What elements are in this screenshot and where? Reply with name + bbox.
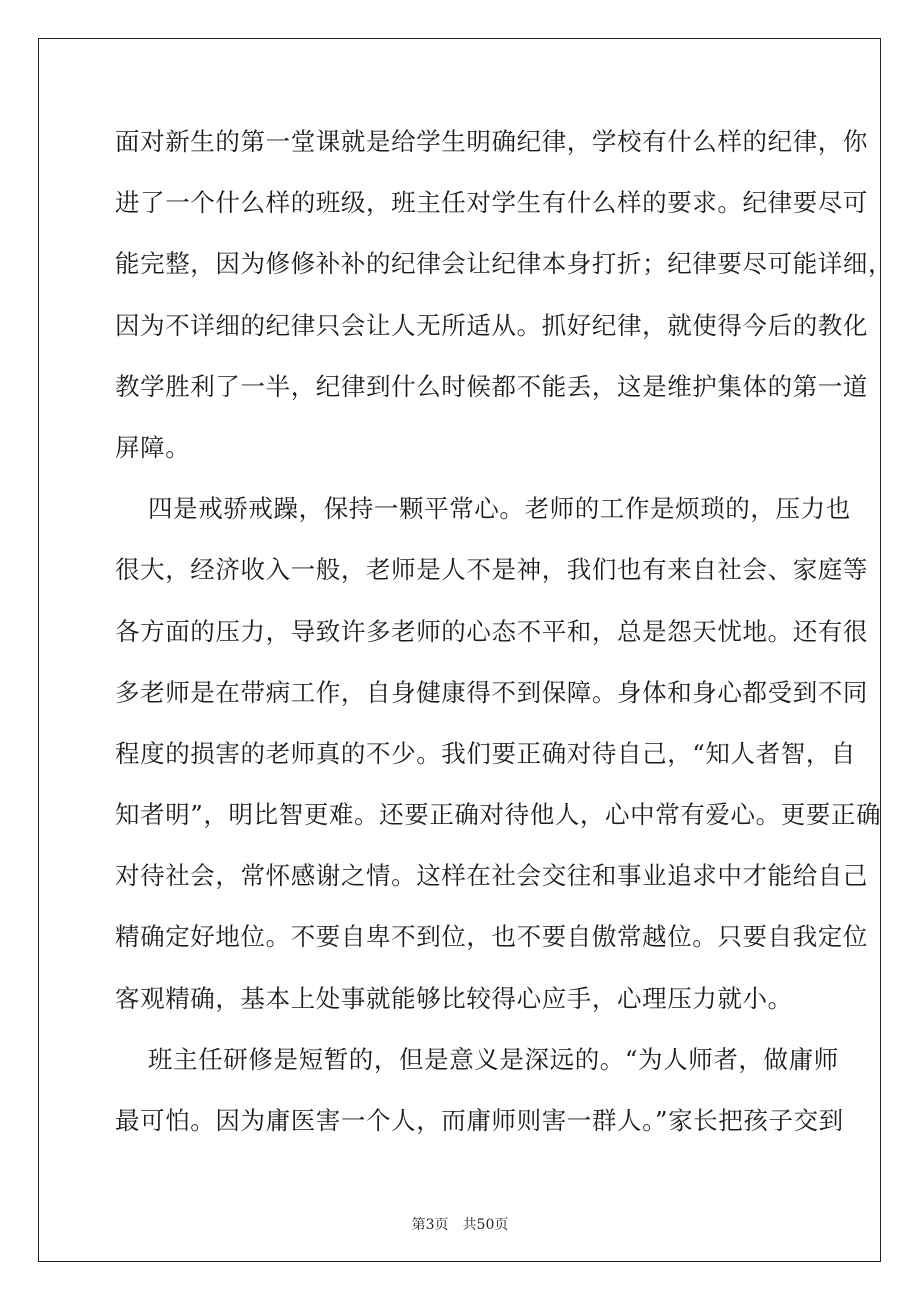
text-line: 班主任研修是短暂的，但是意义是深远的。“为人师者，做庸师 — [148, 1044, 839, 1074]
text-line: 屏障。 — [115, 432, 191, 462]
page-number: 第3页 共50页 — [411, 1217, 509, 1233]
text-line: 程度的损害的老师真的不少。我们要正确对待自己，“知人者智，自 — [115, 738, 857, 768]
text-line: 因为不详细的纪律只会让人无所适从。抓好纪律，就使得今后的教化 — [115, 310, 868, 340]
text-line: 很大，经济收入一般，老师是人不是神，我们也有来自社会、家庭等 — [115, 555, 868, 585]
text-line: 各方面的压力，导致许多老师的心态不平和，总是怨天忧地。还有很 — [115, 616, 868, 646]
text-line: 对待社会，常怀感谢之情。这样在社会交往和事业追求中才能给自己 — [115, 861, 868, 891]
text-line: 最可怕。因为庸医害一个人，而庸师则害一群人。”家长把孩子交到 — [115, 1106, 844, 1135]
text-line: 客观精确，基本上处事就能够比较得心应手，心理压力就小。 — [115, 983, 793, 1013]
document-body — [115, 119, 894, 1159]
text-line: 四是戒骄戒躁，保持一颗平常心。老师的工作是烦琐的，压力也 — [148, 494, 851, 524]
text-line: 知者明”，明比智更难。还要正确对待他人，心中常有爱心。更要正确 — [115, 800, 882, 830]
text-line: 教学胜利了一半，纪律到什么时候都不能丢，这是维护集体的第一道 — [115, 371, 868, 401]
text-line: 能完整，因为修修补补的纪律会让纪律本身打折；纪律要尽可能详细， — [115, 249, 894, 279]
text-line: 面对新生的第一堂课就是给学生明确纪律，学校有什么样的纪律，你 — [115, 127, 868, 156]
text-line: 精确定好地位。不要自卑不到位，也不要自傲常越位。只要自我定位 — [115, 922, 868, 952]
text-line: 进了一个什么样的班级，班主任对学生有什么样的要求。纪律要尽可 — [115, 188, 868, 218]
text-line: 多老师是在带病工作，自身健康得不到保障。身体和身心都受到不同 — [115, 677, 868, 707]
